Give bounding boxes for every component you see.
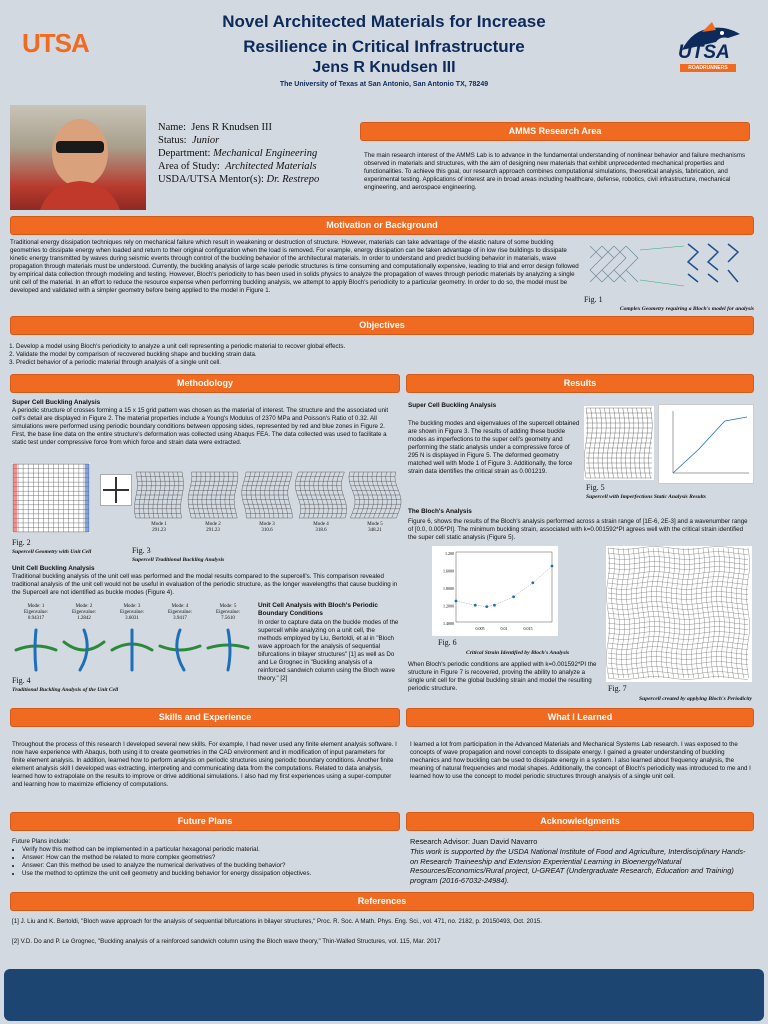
area-label: Area of Study: [158,161,220,172]
fig7-image [606,546,752,682]
learned-header: What I Learned [406,708,754,727]
motivation-body: Traditional energy dissipation techniques rely on mechanical failure which result in weakening or destruction of structure. However, materials can take advantage of the elastic nature of some buckling geometries to dissipate energy when loaded and return to their original configuration when the load is removed. For example, energy dissipation can be taken advantage of in low rise buildings to dissipate kinetic energy transmitted by waves during seismic events through control of the buckling behavior of the architectural materials. In order to understand and predict buckling behavior in materials, wave propagation through materials must be understood. Currently, the buckling analysis of large scale periodic structures is time consuming and computationally expensive, leading to trial and error design followed by empirical data collection through modeling and testing. However, Bloch's periodicity to has been used in solids physics to analyze the propagation of waves through periodic materials by analyzing a single unit cell of the material. In an effort to reduce the resource expense when performing buckling analysis, we attempt to apply Bloch's periodicity to a particular geometry. In order to do so, the model must be developed and validated with a simpler geometry before being applied to the model in Figure 1. [10,239,579,294]
fig3-label: Fig. 3 [132,546,151,555]
area-value: Architected Materials [225,161,317,172]
unit-cell-icon [101,475,131,505]
fig6-series-line [456,566,552,607]
fig3-mode-4: Mode 4 318.6 [313,522,329,533]
future-intro: Future Plans include: [12,838,71,845]
results-sub1: Super Cell Buckling Analysis [408,402,497,409]
fig4-caption: Traditional Buckling Analysis of the Unit Cell [12,687,119,693]
fig4-mode-2: Mode: 2 Eigenvalue: 1.2842 [72,604,96,621]
utsa-logo-left: UTSA [22,28,89,58]
critical-strain-chart [432,546,558,636]
objectives-list [4,343,756,367]
fig2-label: Fig. 2 [12,538,31,547]
objectives-header: Objectives [10,316,754,335]
fig6-point [455,600,458,603]
fig4-label: Fig. 4 [12,676,31,685]
fig4-mode-5: Mode: 5 Eigenvalue: 7.5610 [216,604,240,621]
amms-body: The main research interest of the AMMS Lab is to advance in the fundamental understanding of nonlinear behavior and failure mechanisms observed in materials and structures, with the aim of designing new materials that exhibit unprecedented mechanical properties and functionalities. To achieve this goal, our research approach combines computational simulations, theoretical analysis, fabrication, and experimental testing. Applications of interest are in broad areas including healthcare, defense, robotics, civil infrastructure, mechanical engineering, and aerospace engineering. [364,152,746,191]
method-sub1: Super Cell Buckling Analysis [12,399,101,406]
poster-affiliation: The University of Texas at San Antonio, San Antonio TX, 78249 [279,81,489,88]
fig6-caption: Critical Strain Identified by Bloch's Analysis [466,650,570,656]
skills-header: Skills and Experience [10,708,400,727]
future-item: • Answer: How can the method be related to more complex geometries? [22,854,408,862]
objective-item: 3. Predict behavior of a periodic material through analysis of a single unit cell. [16,359,756,367]
unit-cell-mode-shapes-icon [12,624,254,672]
results-body3: When Bloch's periodic conditions are applied with k=0.001592*PI the structure in Figure 7 is recovered, proving the ability to analyze a single unit cell for the global buckling strain and model the resulting periodic structure. [408,661,597,692]
method-body3: In order to capture data on the buckle modes of the supercell while analyzing on a unit cell, the methods employed by Liu, Bertoldi, et al in "Bloch wave approach for the analysis of sequential bifurcations in bilayer structures" [1] as well as Do and Le Grognec in "Buckling analysis of a reinforced sandwich column using the Bloch wave theory." [2] [258,619,399,682]
fig5-label: Fig. 5 [586,483,605,492]
fig5-force-chart [658,404,754,484]
future-item: • Verify how this method can be implemented in a particular hexagonal periodic material. [22,846,408,854]
results-body1: The buckling modes and eigenvalues of the supercell obtained are shown in Figure 3. The results of adding these buckle modes as imperfections to the super cell's geometry and performing the static analysis under a compressive force of 295 N is displayed in Figure 5. The deformed geometry matched well with Mode 1 of Figure 3. Additionally, the force strain data identifies the critical strain as 0.001219. [408,420,580,475]
objective-item: 2. Validate the model by comparison of recovered buckling shape and buckling strain data. [16,351,756,359]
fig6-y-tick: 1.4000 [443,621,454,626]
fig3-mode-1: Mode 1 291.23 [151,522,167,533]
methodology-header: Methodology [10,374,400,393]
future-list [12,846,408,878]
person-photo-icon [10,105,146,210]
fig3-mode-3: Mode 3 310.6 [259,522,275,533]
fig6-point [551,565,554,568]
footer-bar [4,969,764,1021]
mentor-label: USDA/UTSA Mentor(s): [158,174,264,185]
method-body2: Traditional buckling analysis of the unit cell was performed and the modal results compared to the supercell's. This comparison revealed traditional analysis of the unit cell would not be useful in evaluation of the periodic structure, as the longer wavelengths that cause buckling in the Supercell are not identified as buckle modes (Figure 4). [12,573,398,596]
fig7-label: Fig. 7 [608,684,627,693]
status-value: Junior [191,135,220,146]
buckle-modes-grid-icon [132,470,402,520]
status-label: Status: [158,135,187,146]
fig1-caption: Complex Geometry requiring a Bloch's model for analysis [619,306,754,312]
fig2-image [12,463,90,533]
supercell-grid-icon [12,463,90,533]
future-header: Future Plans [10,812,400,831]
mentor-value: Dr. Restrepo [266,174,320,185]
objective-item: 1. Develop a model using Bloch's periodicity to analyze a unit cell representing a periodic material to recover global effects. [16,343,756,351]
fig4-mode-3: Mode: 3 Eigenvalue: 3.6031 [120,604,144,621]
fig6-point [493,604,496,607]
fig4-mode-4: Mode: 4 Eigenvalue: 3.9417 [168,604,192,621]
utsa-logo-right: UTSA [678,42,730,63]
fig5-grid-image [584,406,654,480]
fig3-mode-5: Mode 5 348.21 [367,522,383,533]
fig3-mode-2: Mode 2 291.23 [205,522,221,533]
poster-title-line2: Resilience in Critical Infrastructure [243,37,525,56]
reference-item-2: [2] V.D. Do and P. Le Grognec, "Buckling analysis of a reinforced sandwich column using the Bloch wave theory," Thin-Walled Structures, vol. 115, Mar. 2017 [12,938,441,945]
department-label: Department: [158,148,211,159]
fig6-chart [432,546,558,636]
department-value: Mechanical Engineering [213,148,318,159]
fig6-y-tick: 1.2000 [443,603,454,609]
roadrunner-logo [672,20,744,78]
motivation-header: Motivation or Background [10,216,754,235]
method-sub3: Unit Cell Analysis with Bloch's Periodic Boundary Conditions [258,602,378,617]
fig6-x-tick: 0.01 [500,626,508,631]
bloch-supercell-icon [606,546,752,682]
ack-advisor: Research Advisor: Juan David Navarro [410,837,538,846]
complex-geometry-icon [588,240,748,294]
skills-body: Throughout the process of this research I developed several new skills. For example, I had never used any finite element analysis software. I now have experience with Abaqus, both using it to create geometries in the CAD environment and in modification of input parameters for finite element analysis. In addition, learned how to perform analysis on periodic structures using periodic boundary conditions. Another finite element analysis skill I developed was extracting, interpreting and communicating data from the computations. Related to data analysis, learned how to extrapolate on the results to improve or drive additional simulations. I also had my first experiences using a super-computer and learning how to maximize efficiency of computations. [12,741,397,788]
fig2-caption: Supercell Geometry with Unit Cell [12,549,92,555]
results-sub2: The Bloch's Analysis [408,508,472,515]
fig6-y-tick: 1.200 [445,551,454,556]
fig1-image [588,240,748,294]
name-value: Jens R Knudsen III [191,122,273,133]
fig6-point [512,595,515,598]
results-body2: Figure 6, shows the results of the Bloch's analysis performed across a strain range of [1E-6, 2E-3] and a wavenumber range of [0.0, 0.005*PI]. The minimum buckling strain, associated with k=0.001592*PI agrees well with the critical strain identified the super cell static analysis (Figure 5). [408,518,748,541]
method-body1: A periodic structure of crosses forming a 15 x 15 grid pattern was chosen as the material of interest. The structure and the associated unit cell's detail are displayed in Figure 2. The material properties include a Young's Modulus of 2370 MPa and Poisson's Ratio of 0.32. All simulations were performed using periodic boundary conditions between opposing sides, represented by red and blue zones in Figure 2. First, the base line data on the entire structure's deformation was collected using Abaqus FEA. The data collected was used to facilitate a static test under compressive force from which force and strain data were extracted. [12,407,389,446]
poster-title-line1: Novel Architected Materials for Increase [222,12,546,31]
ack-header: Acknowledgments [406,812,754,831]
fig5-caption: Supercell with Imperfections Static Analysis Results [586,494,706,500]
ack-body: This work is supported by the USDA National Institute of Food and Agriculture, Interdisciplinary Hands-on Research Traineeship and Extension Experiential Learning in Bioenergy/Natural Resources/Economics/Rural project, U-GREAT (Undergraduate Research, Education and Training) program (2016-67032-24984). [410,847,746,885]
fig6-y-tick: 1.6000 [443,568,454,574]
roadrunners-banner: ROADRUNNERS [680,64,736,72]
future-item: • Answer: Can this method be used to analyze the numerical derivatives of the buckling behavior? [22,862,408,870]
results-header: Results [406,374,754,393]
fig6-point [474,604,477,607]
amms-header: AMMS Research Area [360,122,750,141]
fig6-point [485,605,488,608]
fig7-caption: Supercell created by applying Bloch's Periodicity [639,696,752,702]
fig4-modes [12,604,254,674]
fig4-mode-1: Mode: 1 Eigenvalue: 0.94317 [24,604,48,621]
poster-author: Jens R Knudsen III [312,59,456,76]
future-item: • Use the method to optimize the unit cell geometry and buckling behavior for energy dissipation objectives. [22,870,408,878]
references-header: References [10,892,754,911]
reference-item-1: [1] J. Liu and K. Bertoldi, "Bloch wave approach for the analysis of sequential bifurcations in bilayer structures," Proc. R. Soc. A Math. Phys. Eng. Sci., vol. 471, no. 2182, p. 20150493, Oct. 2015. [12,918,542,925]
fig1-label: Fig. 1 [584,295,603,304]
fig6-point [531,581,534,584]
name-label: Name: [158,122,186,133]
fig6-label: Fig. 6 [438,638,457,647]
fig6-x-tick: 0.005 [475,626,485,631]
learned-body: I learned a lot from participation in the Advanced Materials and Mechanical Systems Lab research. I was exposed to the concepts of wave propagation and novel concepts to dissipate energy. I gained a greater understanding of buckling mechanics and how buckling can be used to dissipate energy in a system. I also learned about frequency analysis, the meaning of natural frequencies and modal shapes. Additionally, the concept of Bloch's periodicity was introduced to me and I learned how to use the concept to model periodic structures through analysis of a single unit cell. [410,741,751,780]
deformed-supercell-icon [584,406,654,480]
fig3-caption: Supercell Traditional Buckling Analysis [132,557,225,563]
profile-info [158,121,358,186]
fig6-x-tick: 0.015 [523,626,533,631]
force-strain-chart-icon [659,405,753,483]
profile-photo [10,105,146,210]
method-sub2: Unit Cell Buckling Analysis [12,565,95,572]
fig3-modes [132,470,402,542]
unit-cell-image [100,474,132,506]
fig6-y-tick: 1.8000 [443,586,454,591]
